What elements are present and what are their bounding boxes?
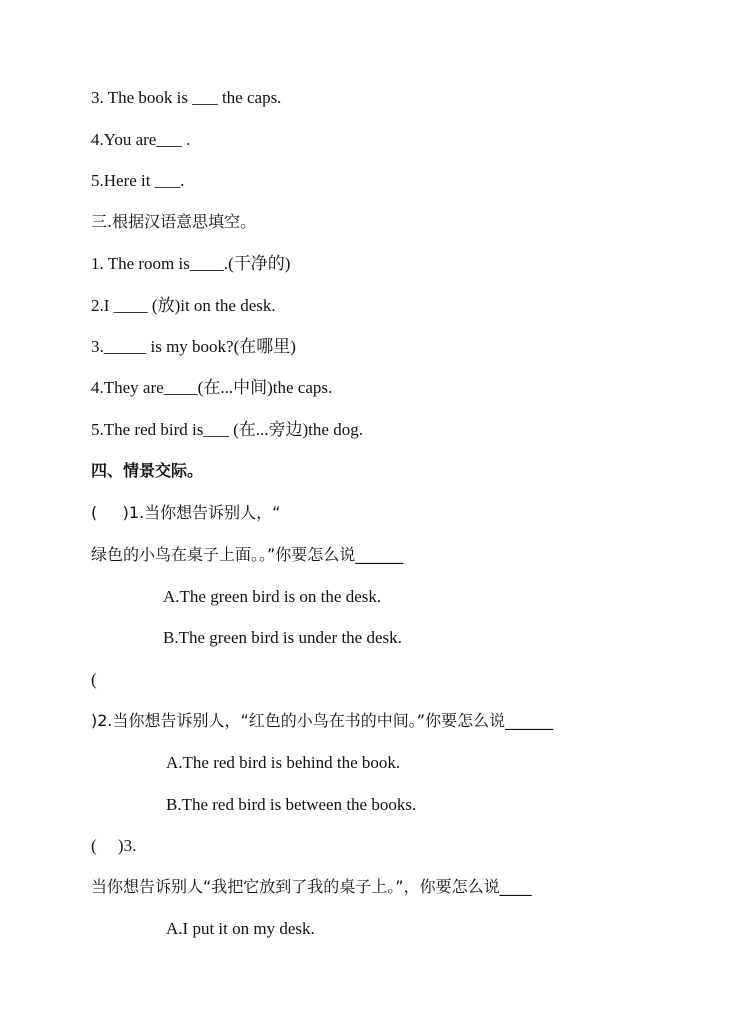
part3-item-5: 5.The red bird is___ (在...旁边)the dog. [91, 420, 363, 439]
q3-prompt-line2: 当你想告诉别人“我把它放到了我的桌子上。”，你要怎么说____ [91, 877, 532, 896]
part3-item-2: 2.I ____ (放)it on the desk. [91, 296, 276, 315]
part3-item-1: 1. The room is____.(干净的) [91, 254, 291, 273]
q2-option-b: B.The red bird is between the books. [166, 795, 417, 814]
part2-item-3: 3. The book is ___ the caps. [91, 88, 282, 107]
part4-heading: 四、情景交际。 [91, 461, 204, 480]
part2-item-5: 5.Here it ___. [91, 171, 185, 190]
q1-prompt-line1: ( )1.当你想告诉别人，“ [91, 503, 281, 522]
part3-heading: 三.根据汉语意思填空。 [91, 212, 257, 231]
part3-item-4: 4.They are____(在...中间)the caps. [91, 378, 333, 397]
part2-item-4: 4.You are___ . [91, 130, 191, 149]
q3-prompt-line1: ( )3. [91, 836, 137, 855]
q2-prompt-line1: ( [91, 670, 97, 689]
q3-option-a: A.I put it on my desk. [166, 919, 315, 938]
q1-prompt-line2: 绿色的小鸟在桌子上面。。”你要怎么说______ [91, 545, 404, 564]
q2-option-a: A.The red bird is behind the book. [166, 753, 401, 772]
q1-option-a: A.The green bird is on the desk. [163, 587, 382, 606]
q2-prompt-line2: )2.当你想告诉别人，“红色的小鸟在书的中间。”你要怎么说______ [91, 711, 554, 730]
q1-option-b: B.The green bird is under the desk. [163, 628, 402, 647]
part3-item-3: 3._____ is my book?(在哪里) [91, 337, 296, 356]
